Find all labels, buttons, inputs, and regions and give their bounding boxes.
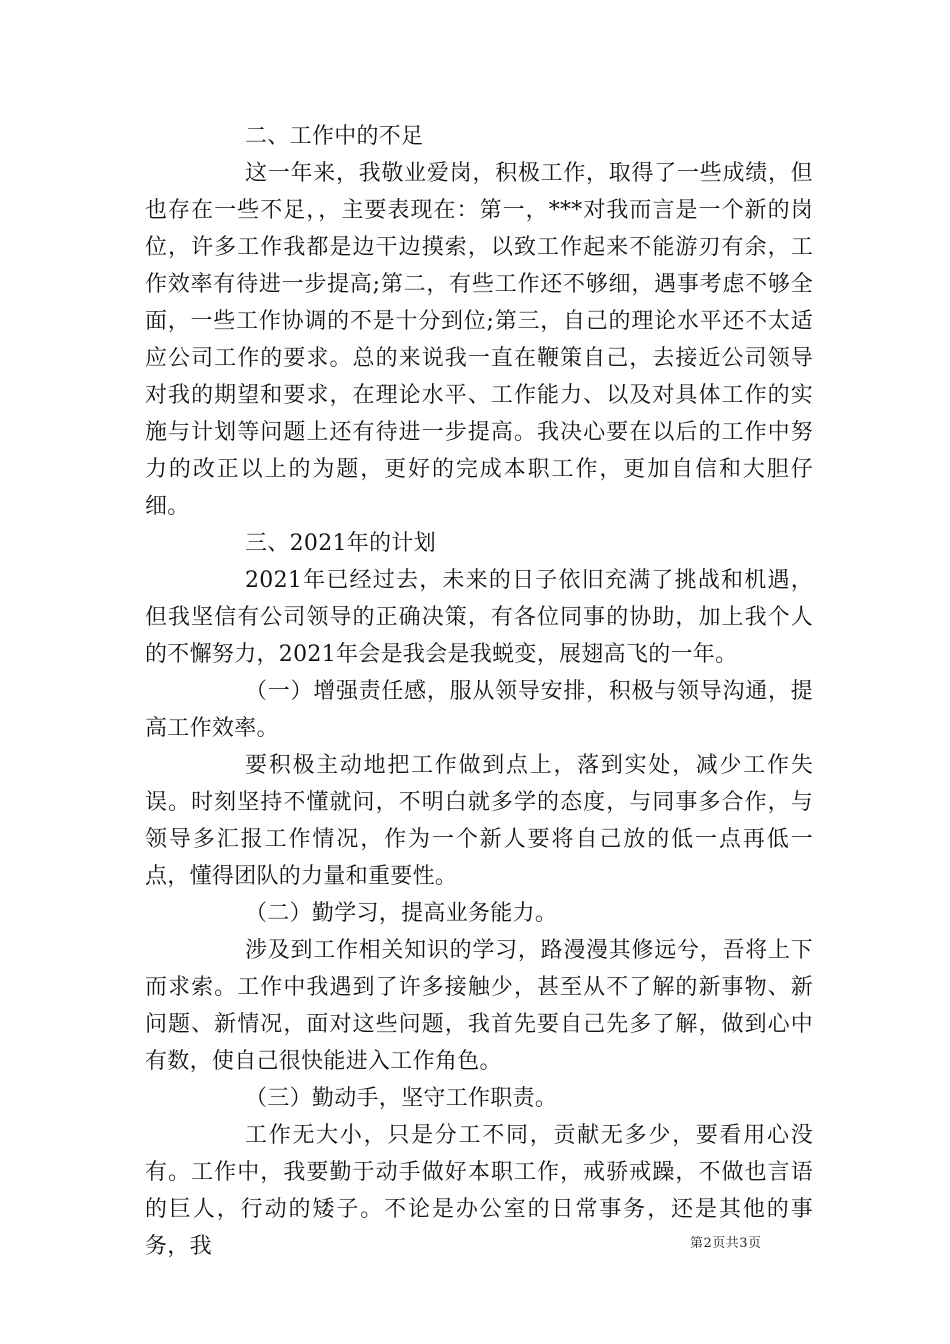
subheading-study: （二）勤学习，提高业务能力。 [245, 901, 558, 926]
subheading-responsibility: （一）增强责任感，服从领导安排，积极与领导沟通，提高工作效率。 [145, 679, 813, 741]
paragraph-shortcomings: 这一年来，我敬业爱岗，积极工作，取得了一些成绩，但也存在一些不足，，主要表现在：第一，***对我而言是一个新的岗位，许多工作我都是边干边摸索，以致工作起来不能游刃有余，工作效率有待进一步提高;第二，有些工作还不够细，遇事考虑不够全面，一些工作协调的不是十分到位;第三，自己的理论水平还不太适应公司工作的要求。总的来说我一直在鞭策自己，去接近公司领导对我的期望和要求，在理论水平、工作能力、以及对具体工作的实施与计划等问题上还有待进一步提高。我决心要在以后的工作中努力的改正以上的为题，更好的完成本职工作，更加自信和大胆仔细。 [145, 161, 813, 519]
paragraph-study: 涉及到工作相关知识的学习，路漫漫其修远兮，吾将上下而求索。工作中我遇到了许多接触少，甚至从不了解的新事物、新问题、新情况，面对这些问题，我首先要自己先多了解，做到心中有数，使自己很快能进入工作角色。 [145, 938, 813, 1074]
page-number-footer: 第2页共3页 [690, 1236, 762, 1251]
paragraph-plan-intro: 2021年已经过去，未来的日子依旧充满了挑战和机遇，但我坚信有公司领导的正确决策，有各位同事的协助，加上我个人的不懈努力，2021年会是我会是我蜕变，展翅高飞的一年。 [145, 568, 813, 667]
section-heading-shortcomings: 二、工作中的不足 [245, 124, 424, 149]
section-heading-plan: 三、2021年的计划 [245, 531, 436, 556]
paragraph-responsibility: 要积极主动地把工作做到点上，落到实处，减少工作失误。时刻坚持不懂就问，不明白就多学的态度，与同事多合作，与领导多汇报工作情况，作为一个新人要将自己放的低一点再低一点，懂得团队的力量和重要性。 [145, 753, 813, 889]
subheading-hands-on: （三）勤动手，坚守工作职责。 [245, 1086, 558, 1111]
document-body [145, 118, 813, 1265]
paragraph-hands-on: 工作无大小，只是分工不同，贡献无多少，要看用心没有。工作中，我要勤于动手做好本职工作，戒骄戒躁，不做也言语的巨人，行动的矮子。不论是办公室的日常事务，还是其他的事务，我 [145, 1123, 813, 1259]
